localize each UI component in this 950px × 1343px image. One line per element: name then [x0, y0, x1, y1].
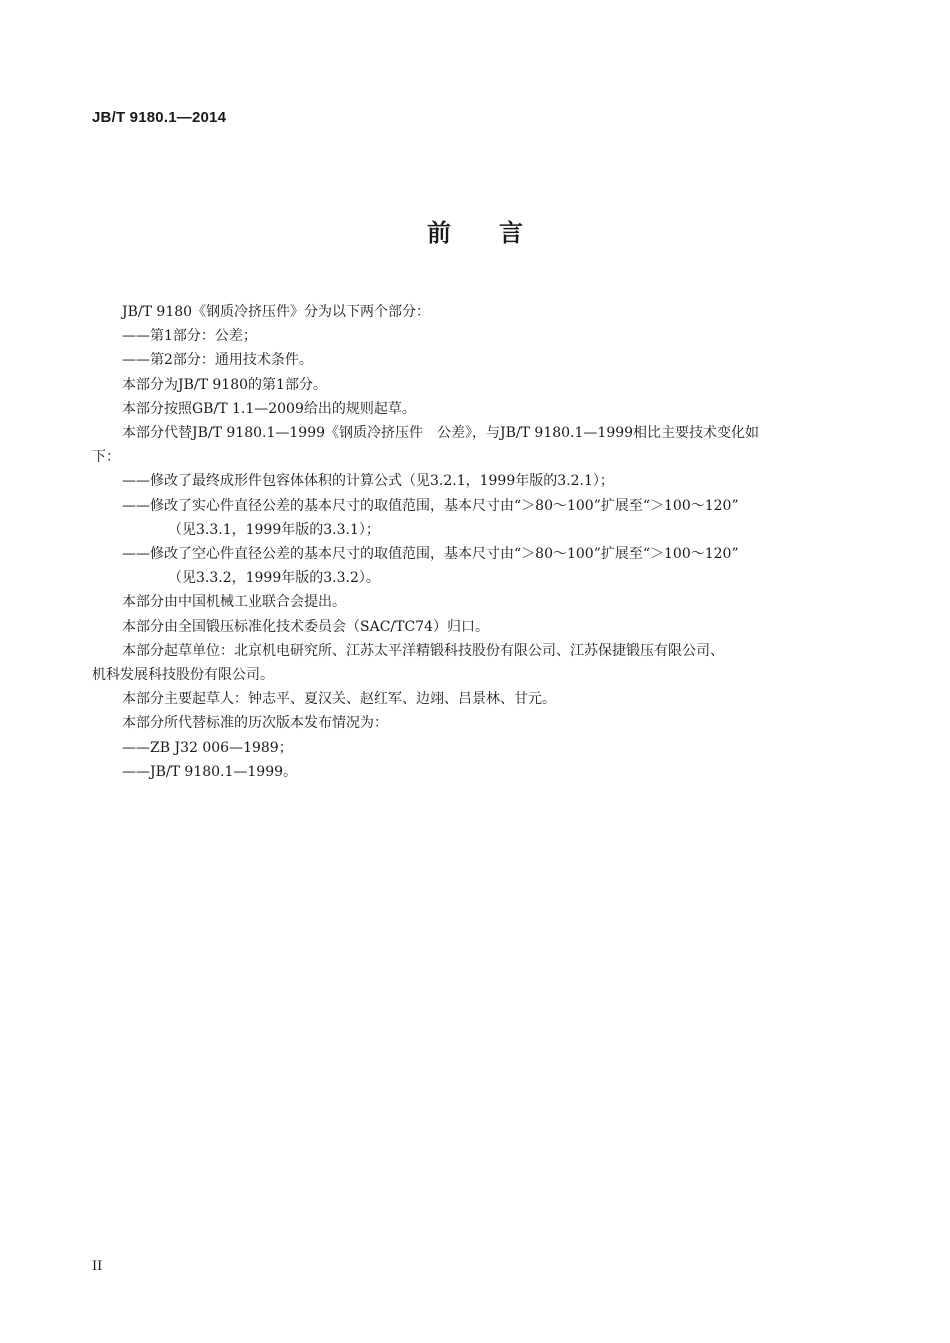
list-item-change3-cont: （见3.3.2，1999年版的3.3.2）。: [168, 570, 380, 587]
page-number: II: [92, 1259, 103, 1274]
paragraph-drafting-units-cont: 机科发展科技股份有限公司。: [92, 667, 274, 684]
standard-code: JB/T 9180.1—2014: [92, 109, 227, 126]
paragraph-under-jurisdiction: 本部分由全国锻压标准化技术委员会（SAC/TC74）归口。: [122, 618, 489, 635]
page-title: 前言: [427, 219, 571, 247]
paragraph-drafting-units: 本部分起草单位：北京机电研究所、江苏太平洋精锻科技股份有限公司、江苏保捷锻压有限公司、: [122, 642, 724, 659]
paragraph-replaces: 本部分代替JB/T 9180.1—1999《钢质冷挤压件 公差》，与JB/T 9180.1—1999相比主要技术变化如: [122, 425, 760, 442]
paragraph-parts-intro: JB/T 9180《钢质冷挤压件》分为以下两个部分：: [122, 304, 431, 320]
paragraph-history-intro: 本部分所代替标准的历次版本发布情况为：: [122, 715, 388, 732]
list-item-history2: ——JB/T 9180.1—1999。: [122, 763, 298, 780]
foreword-body: [92, 300, 844, 784]
list-item-change2-cont: （见3.3.1，1999年版的3.3.1）；: [168, 521, 380, 538]
list-item-change2: ——修改了实心件直径公差的基本尺寸的取值范围，基本尺寸由“＞80～100”扩展至“＞100～120”: [122, 497, 739, 514]
paragraph-drafting-rules: 本部分按照GB/T 1.1—2009给出的规则起草。: [122, 400, 416, 417]
paragraph-drafters: 本部分主要起草人：钟志平、夏汉关、赵红军、边翊、吕景林、甘元。: [122, 691, 556, 708]
paragraph-part-scope: 本部分为JB/T 9180的第1部分。: [122, 376, 327, 393]
paragraph-replaces-cont: 下：: [92, 449, 120, 466]
list-item-change1: ——修改了最终成形件包容体体积的计算公式（见3.2.1，1999年版的3.2.1）；: [122, 473, 614, 490]
list-item-change3: ——修改了空心件直径公差的基本尺寸的取值范围，基本尺寸由“＞80～100”扩展至“＞100～120”: [122, 546, 739, 563]
list-item-part2: ——第2部分：通用技术条件。: [122, 352, 313, 369]
list-item-part1: ——第1部分：公差；: [122, 328, 257, 345]
list-item-history1: ——ZB J32 006—1989；: [122, 739, 293, 756]
paragraph-proposed-by: 本部分由中国机械工业联合会提出。: [122, 594, 346, 611]
